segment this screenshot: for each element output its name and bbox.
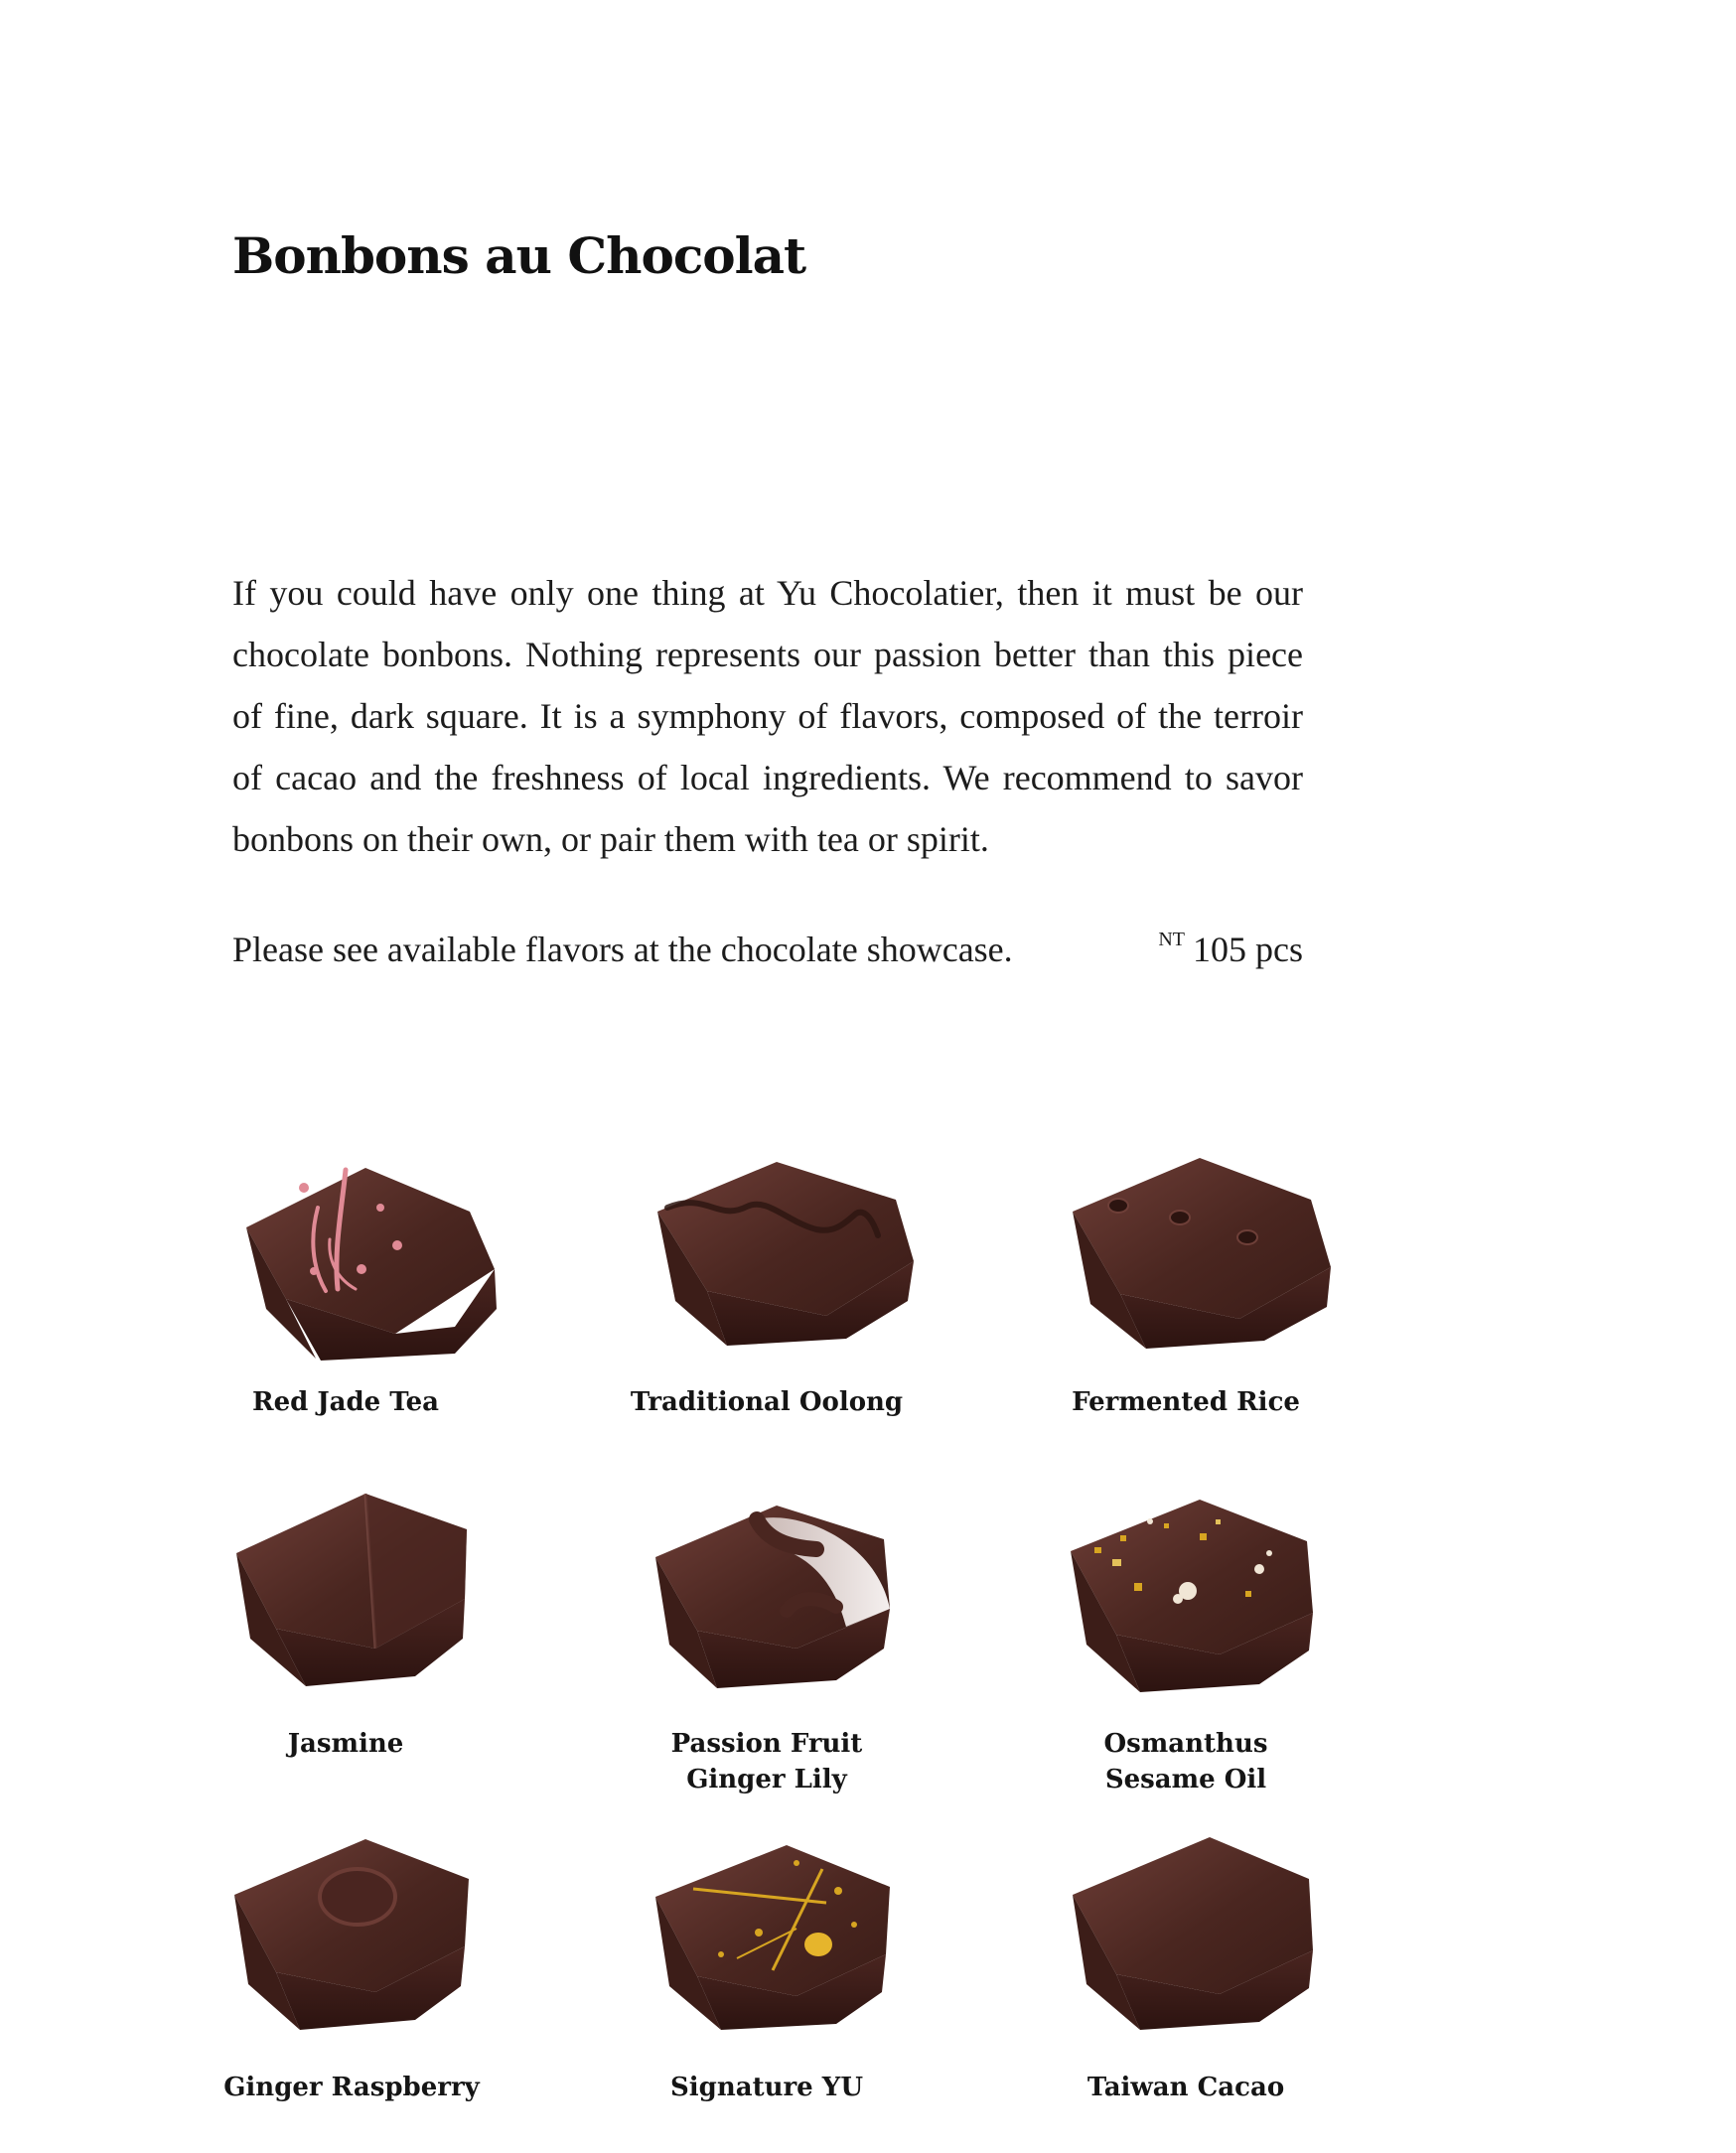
bonbon-traditional-oolong-image (648, 1152, 945, 1410)
price-currency: NT (1158, 929, 1185, 950)
bonbon-taiwan-cacao-image (1061, 1833, 1359, 2091)
bonbon-name-osmanthus-sesame-oil (997, 1726, 1374, 1797)
bonbon-fermented-rice-image (1061, 1150, 1359, 1408)
bonbon-name-line: Sesame Oil (1104, 1765, 1267, 1794)
bonbon-signature-yu-image (648, 1839, 945, 2097)
bonbon-name-red-jade-tea (157, 1384, 534, 1420)
bonbon-jasmine (226, 1490, 524, 1748)
price (1158, 929, 1303, 970)
bonbon-name-signature-yu (578, 2070, 955, 2105)
bonbon-name-fermented-rice (997, 1384, 1374, 1420)
bonbon-name-line: Taiwan Cacao (1086, 2073, 1285, 2102)
bonbon-name-jasmine (157, 1726, 534, 1762)
bonbon-passion-fruit-image (648, 1500, 945, 1758)
bonbon-red-jade-tea-image (226, 1150, 524, 1408)
bonbon-ginger-raspberry-image (226, 1835, 524, 2093)
bonbon-name-line: Passion Fruit (670, 1729, 863, 1759)
bonbon-passion-fruit-ginger-lily (648, 1500, 945, 1758)
bonbon-name-line: Ginger Lily (686, 1765, 847, 1794)
bonbon-name-line: Fermented Rice (1072, 1387, 1300, 1417)
bonbon-name-line: Osmanthus (1103, 1729, 1268, 1759)
bonbon-osmanthus-image (1061, 1496, 1359, 1754)
bonbon-osmanthus-sesame-oil (1061, 1496, 1359, 1754)
bonbon-name-taiwan-cacao (997, 2070, 1374, 2105)
bonbon-name-line: Signature YU (669, 2073, 864, 2102)
price-amount: 105 pcs (1193, 930, 1303, 969)
bonbon-name-line: Jasmine (287, 1729, 404, 1759)
bonbon-jasmine-image (226, 1490, 524, 1748)
bonbon-name-traditional-oolong (578, 1384, 955, 1420)
bonbon-red-jade-tea (226, 1150, 524, 1408)
bonbon-name-passion-fruit-ginger-lily (578, 1726, 955, 1797)
bonbon-fermented-rice (1061, 1150, 1359, 1408)
bonbon-name-line: Traditional Oolong (630, 1387, 904, 1417)
bonbon-signature-yu (648, 1839, 945, 2097)
bonbon-traditional-oolong (648, 1152, 945, 1410)
availability-note: Please see available flavors at the chocolate showcase. (232, 930, 1013, 969)
bonbon-taiwan-cacao (1061, 1833, 1359, 2091)
intro-paragraph: If you could have only one thing at Yu Chocolatier, then it must be our chocolate bonbons. Nothing represents our passion better than this piece of fine, dark square. It is a symphony of flavors, composed of the terroir of cacao and the freshness of local ingredients. We recommend to savor bonbons on their own, or pair them with tea or spirit. (232, 573, 1303, 859)
bonbon-ginger-raspberry (226, 1835, 524, 2093)
bonbon-name-line: Ginger Raspberry (223, 2073, 480, 2102)
bonbon-name-ginger-raspberry (163, 2070, 540, 2105)
bonbon-name-line: Red Jade Tea (251, 1387, 440, 1417)
page-title: Bonbons au Chocolat (232, 226, 806, 285)
